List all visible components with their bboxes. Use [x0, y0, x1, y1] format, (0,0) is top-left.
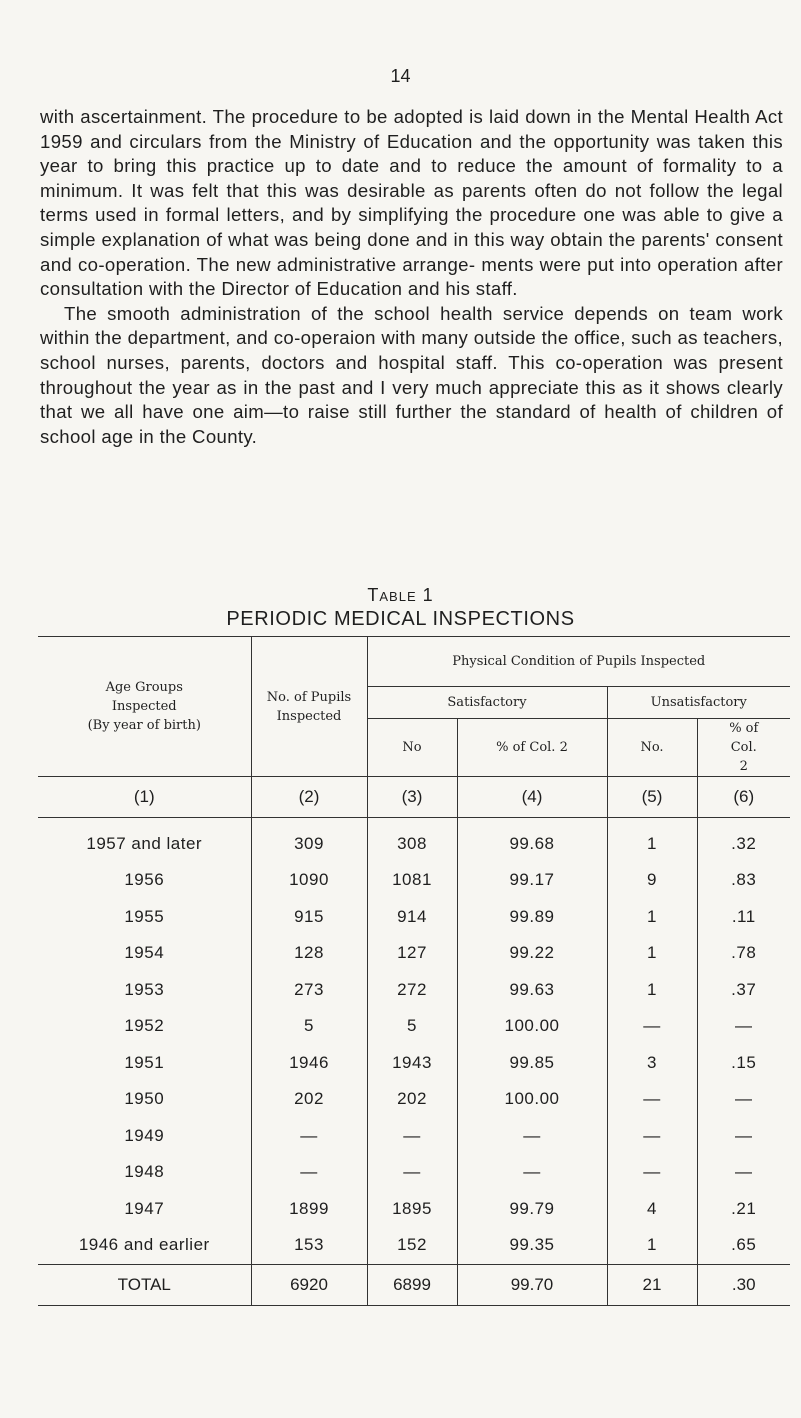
cell-sat-no: 152 — [367, 1227, 457, 1264]
cell-inspected: 5 — [251, 1008, 367, 1045]
header-sat-no: No — [367, 719, 457, 777]
table-row — [38, 935, 790, 972]
cell-age: 1956 — [124, 870, 165, 890]
cell-sat-no: 127 — [367, 935, 457, 972]
cell-unsat-pct: .32 — [697, 826, 790, 863]
cell-unsat-no: — — [607, 1081, 697, 1118]
header-unsatisfactory: Unsatisfactory — [607, 687, 790, 719]
cell-sat-no: — — [367, 1154, 457, 1191]
cell-unsat-no: 1 — [607, 1227, 697, 1264]
cell-sat-no: 5 — [367, 1008, 457, 1045]
cell-sat-no: 272 — [367, 972, 457, 1009]
cell-unsat-pct: .21 — [697, 1191, 790, 1228]
table-title: PERIODIC MEDICAL INSPECTIONS — [226, 608, 575, 630]
paragraph-administration: The smooth administration of the school health service depends on team work within the department, and co-operaion with many outside the office, such as teachers, school nurses, parents, doctors and hospital staff. This co-operation was present throughout the year as in the past and I very much appreciate this as it shows clearly that we all have one aim—to raise still further the standard of health of children of school age in the County. — [40, 302, 783, 447]
total-label: TOTAL — [38, 1264, 251, 1305]
cell-inspected: 202 — [251, 1081, 367, 1118]
cell-inspected: 915 — [251, 899, 367, 936]
table-row — [38, 1008, 790, 1045]
cell-unsat-pct: — — [697, 1118, 790, 1155]
cell-unsat-no: 1 — [607, 935, 697, 972]
table-row — [38, 1191, 790, 1228]
cell-inspected: 1946 — [251, 1045, 367, 1082]
paragraph-ascertainment: with ascertainment. The procedure to be adopted is laid down in the Mental Health Act 1959 and circulars from the Ministry of Education and the opportunity was taken this year to bring this practice up to date and to reduce the amount of formality to a minimum. It was felt that this was desirable as parents often do not follow the legal terms used in formal letters, and by simplifying the procedure one was able to give a simple explanation of what was being done and in this way obtain the parents' consent and co-operation. The new administrative arrange- ments were put into operation after consultation with the Director of Education and his staff. — [40, 106, 783, 300]
cell-unsat-no: 4 — [607, 1191, 697, 1228]
cell-unsat-pct: .15 — [697, 1045, 790, 1082]
total-unsat-pct: .30 — [697, 1264, 790, 1305]
table-row — [38, 1045, 790, 1082]
table-row — [38, 1081, 790, 1118]
cell-sat-pct: 99.22 — [457, 935, 607, 972]
cell-unsat-pct: .65 — [697, 1227, 790, 1264]
column-number: (6) — [697, 777, 790, 818]
table-label: Table 1 — [367, 585, 434, 605]
cell-age: 1953 — [124, 979, 165, 999]
cell-inspected: 273 — [251, 972, 367, 1009]
cell-sat-no: 1081 — [367, 862, 457, 899]
cell-unsat-no: 3 — [607, 1045, 697, 1082]
header-unsat-no: No. — [607, 719, 697, 777]
cell-age: 1957 and later — [86, 833, 203, 853]
cell-sat-no: 1943 — [367, 1045, 457, 1082]
periodic-medical-inspections-table — [38, 636, 790, 1306]
cell-age: 1955 — [124, 906, 165, 926]
cell-unsat-pct: — — [697, 1154, 790, 1191]
cell-unsat-no: — — [607, 1118, 697, 1155]
cell-sat-pct: 99.85 — [457, 1045, 607, 1082]
cell-unsat-no: — — [607, 1154, 697, 1191]
cell-unsat-pct: .11 — [697, 899, 790, 936]
cell-unsat-pct: .37 — [697, 972, 790, 1009]
header-pupils-inspected — [251, 637, 367, 777]
table-row — [38, 1227, 790, 1264]
header-unsat-pct — [697, 719, 790, 777]
body-text — [40, 105, 783, 449]
cell-sat-pct: — — [457, 1118, 607, 1155]
cell-sat-pct: — — [457, 1154, 607, 1191]
table-row — [38, 826, 790, 863]
total-unsat-no: 21 — [607, 1264, 697, 1305]
table-row — [38, 1118, 790, 1155]
cell-age: 1949 — [124, 1125, 165, 1145]
cell-unsat-no: 1 — [607, 826, 697, 863]
total-sat-no: 6899 — [367, 1264, 457, 1305]
cell-age: 1948 — [124, 1162, 165, 1182]
total-row — [38, 1264, 790, 1305]
cell-inspected: 128 — [251, 935, 367, 972]
column-number: (1) — [38, 777, 251, 818]
cell-sat-pct: 99.17 — [457, 862, 607, 899]
cell-sat-pct: 99.63 — [457, 972, 607, 1009]
cell-age: 1950 — [124, 1089, 165, 1109]
cell-sat-no: 1895 — [367, 1191, 457, 1228]
header-physical-condition: Physical Condition of Pupils Inspected — [367, 637, 790, 687]
cell-unsat-no: 9 — [607, 862, 697, 899]
cell-age: 1947 — [124, 1198, 165, 1218]
header-unsat-pct-label: % of Col. 2 — [729, 721, 759, 774]
column-number: (4) — [457, 777, 607, 818]
cell-age: 1951 — [124, 1052, 165, 1072]
cell-sat-pct: 99.89 — [457, 899, 607, 936]
table-row — [38, 972, 790, 1009]
cell-sat-pct: 99.68 — [457, 826, 607, 863]
cell-sat-no: 914 — [367, 899, 457, 936]
cell-age: 1954 — [124, 943, 165, 963]
header-sat-pct: % of Col. 2 — [457, 719, 607, 777]
header-satisfactory: Satisfactory — [367, 687, 607, 719]
table-row — [38, 899, 790, 936]
column-number: (5) — [607, 777, 697, 818]
cell-sat-no: 202 — [367, 1081, 457, 1118]
cell-unsat-no: 1 — [607, 972, 697, 1009]
cell-unsat-no: — — [607, 1008, 697, 1045]
header-pupils-inspected-label: No. of Pupils Inspected — [266, 689, 352, 724]
cell-sat-pct: 99.35 — [457, 1227, 607, 1264]
total-inspected: 6920 — [251, 1264, 367, 1305]
header-age-groups-label: Age Groups Inspected — [105, 680, 183, 714]
cell-inspected: — — [251, 1118, 367, 1155]
cell-age: 1946 and earlier — [78, 1235, 210, 1255]
cell-sat-pct: 100.00 — [457, 1081, 607, 1118]
column-number: (2) — [251, 777, 367, 818]
table-row — [38, 1154, 790, 1191]
cell-unsat-pct: — — [697, 1081, 790, 1118]
cell-inspected: 153 — [251, 1227, 367, 1264]
header-age-groups — [38, 637, 251, 777]
cell-age: 1952 — [124, 1016, 165, 1036]
header-age-groups-sub: (By year of birth) — [87, 718, 201, 733]
cell-unsat-pct: .78 — [697, 935, 790, 972]
cell-inspected: 1090 — [251, 862, 367, 899]
cell-sat-no: — — [367, 1118, 457, 1155]
page-number: 14 — [390, 66, 411, 86]
cell-unsat-pct: .83 — [697, 862, 790, 899]
cell-sat-pct: 100.00 — [457, 1008, 607, 1045]
cell-unsat-pct: — — [697, 1008, 790, 1045]
table-row — [38, 862, 790, 899]
cell-inspected: — — [251, 1154, 367, 1191]
cell-inspected: 1899 — [251, 1191, 367, 1228]
total-sat-pct: 99.70 — [457, 1264, 607, 1305]
cell-sat-pct: 99.79 — [457, 1191, 607, 1228]
cell-unsat-no: 1 — [607, 899, 697, 936]
cell-sat-no: 308 — [367, 826, 457, 863]
cell-inspected: 309 — [251, 826, 367, 863]
column-number: (3) — [367, 777, 457, 818]
